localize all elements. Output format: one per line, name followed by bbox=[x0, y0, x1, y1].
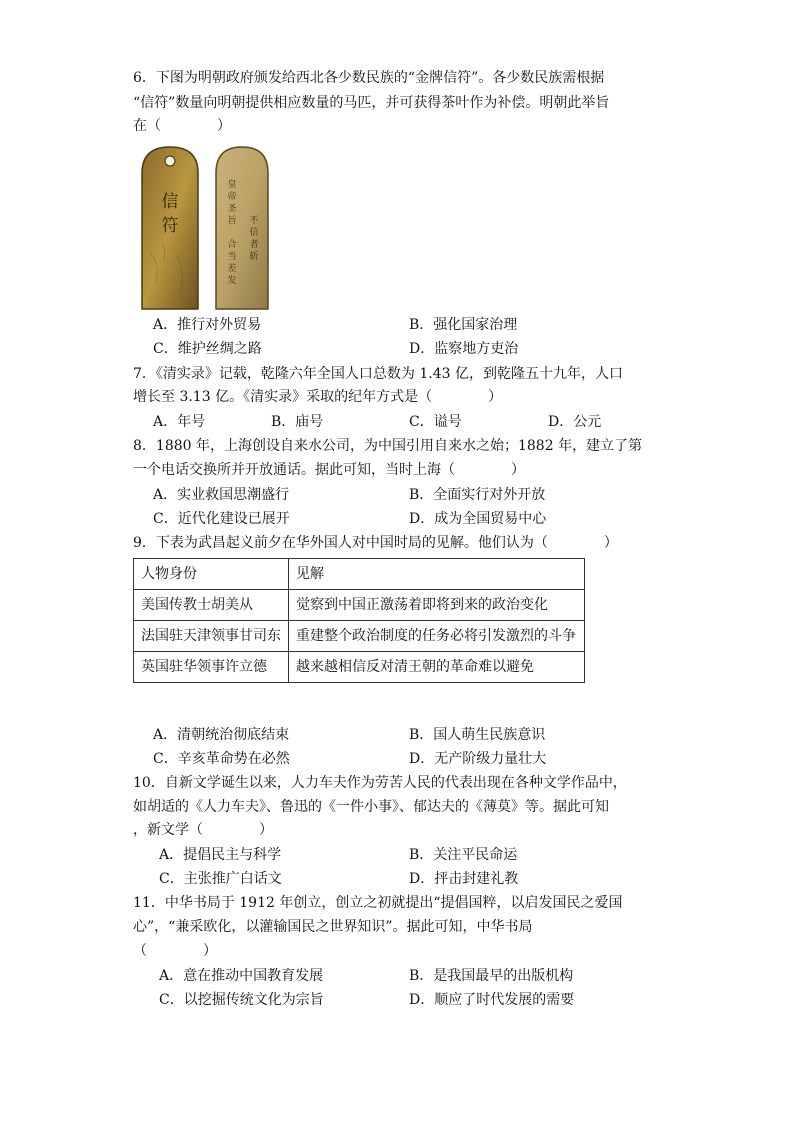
table-header-cell: 人物身份 bbox=[134, 559, 289, 590]
q10-option-b[interactable]: B．关注平民命运 bbox=[409, 847, 518, 863]
q9-option-a[interactable]: A．清朝统治彻底结束 bbox=[153, 727, 290, 743]
golden-tablet-figure bbox=[136, 143, 276, 311]
q6-stem-line-2: “信符”数量向明朝提供相应数量的马匹，并可获得茶叶作为补偿。明朝此举旨 bbox=[133, 95, 610, 111]
q8-option-a[interactable]: A．实业救国思潮盛行 bbox=[153, 487, 290, 503]
svg-text:差: 差 bbox=[227, 264, 237, 274]
svg-text:当: 当 bbox=[227, 252, 237, 262]
svg-text:信: 信 bbox=[249, 228, 259, 238]
table-header-row bbox=[134, 559, 585, 590]
table-cell: 越来越相信反对清王朝的革命难以避免 bbox=[289, 652, 585, 683]
table-cell: 觉察到中国正激荡着即将到来的政治变化 bbox=[289, 590, 585, 621]
table-header-cell: 见解 bbox=[289, 559, 585, 590]
q10-option-d[interactable]: D．抨击封建礼教 bbox=[409, 871, 519, 887]
q6-option-c[interactable]: C．维护丝绸之路 bbox=[153, 341, 262, 357]
q11-stem-line-2: 心”，“兼采欧化，以灌输国民之世界知识”。据此可知，中华书局 bbox=[133, 919, 533, 935]
table-row bbox=[134, 590, 585, 621]
q9-table bbox=[133, 558, 585, 683]
q9-option-c[interactable]: C．辛亥革命势在必然 bbox=[153, 751, 290, 767]
q6-option-b[interactable]: B．强化国家治理 bbox=[409, 317, 518, 333]
q11-option-b[interactable]: B．是我国最早的出版机构 bbox=[409, 968, 574, 984]
plaque-left-char-1: 信 bbox=[161, 192, 179, 212]
q8-option-d[interactable]: D．成为全国贸易中心 bbox=[409, 511, 547, 527]
q7-option-b[interactable]: B．庙号 bbox=[271, 414, 324, 430]
q10-stem-line-3: ，新文学（ ） bbox=[133, 822, 273, 838]
plaque-left-char-2: 符 bbox=[161, 216, 179, 236]
table-row bbox=[134, 652, 585, 683]
table-cell: 英国驻华领事许立德 bbox=[134, 652, 289, 683]
svg-text:者: 者 bbox=[249, 240, 259, 250]
q9-stem-line-1: 9．下表为武昌起义前夕在华外国人对中国时局的见解。他们认为（ ） bbox=[133, 535, 618, 551]
svg-text:发: 发 bbox=[227, 276, 237, 286]
q6-stem-line-3: 在（ ） bbox=[133, 118, 231, 134]
svg-text:斩: 斩 bbox=[249, 252, 259, 262]
tablet-image bbox=[136, 143, 276, 311]
q11-stem-line-3: （ ） bbox=[133, 943, 217, 959]
q11-option-c[interactable]: C．以挖掘传统文化为宗旨 bbox=[159, 992, 324, 1008]
q10-stem-line-1: 10．自新文学诞生以来，人力车夫作为劳苦人民的代表出现在各种文学作品中， bbox=[133, 775, 627, 791]
q10-option-a[interactable]: A．提倡民主与科学 bbox=[159, 847, 282, 863]
q7-stem-line-2: 增长至 3.13 亿。《清实录》采取的纪年方式是（ ） bbox=[133, 389, 503, 405]
q7-option-a[interactable]: A．年号 bbox=[153, 414, 206, 430]
q7-option-c[interactable]: C．谥号 bbox=[409, 414, 462, 430]
q9-option-d[interactable]: D．无产阶级力量壮大 bbox=[409, 751, 547, 767]
q8-stem-line-1: 8．1880 年，上海创设自来水公司，为中国引用自来水之始；1882 年，建立了第 bbox=[133, 438, 643, 454]
table-cell: 重建整个政治制度的任务必将引发激烈的斗争 bbox=[289, 621, 585, 652]
svg-text:圣: 圣 bbox=[227, 204, 237, 214]
q6-option-a[interactable]: A．推行对外贸易 bbox=[153, 317, 262, 333]
q7-stem-line-1: 7．《清实录》记载，乾隆六年全国人口总数为 1.43 亿，到乾隆五十九年，人口 bbox=[133, 366, 623, 382]
table-cell: 法国驻天津领事甘司东 bbox=[134, 621, 289, 652]
svg-text:合: 合 bbox=[227, 240, 237, 250]
svg-text:帝: 帝 bbox=[227, 192, 237, 202]
svg-text:不: 不 bbox=[249, 216, 259, 226]
q9-option-b[interactable]: B．国人萌生民族意识 bbox=[409, 727, 546, 743]
table-row bbox=[134, 621, 585, 652]
q7-option-d[interactable]: D．公元 bbox=[548, 414, 602, 430]
q10-option-c[interactable]: C．主张推广白话文 bbox=[159, 871, 282, 887]
q8-option-b[interactable]: B．全面实行对外开放 bbox=[409, 487, 546, 503]
q8-stem-line-2: 一个电话交换所并开放通话。据此可知，当时上海（ ） bbox=[133, 462, 525, 478]
table-cell: 美国传教士胡美从 bbox=[134, 590, 289, 621]
q10-stem-line-2: 如胡适的《人力车夫》、鲁迅的《一件小事》、郁达夫的《薄莫》等。据此可知 bbox=[133, 799, 609, 815]
q11-option-d[interactable]: D．顺应了时代发展的需要 bbox=[409, 992, 575, 1008]
q6-option-d[interactable]: D．监察地方吏治 bbox=[409, 341, 519, 357]
q6-stem-line-1: 6．下图为明朝政府颁发给西北各少数民族的“金牌信符”。各少数民族需根据 bbox=[133, 70, 605, 86]
svg-text:旨: 旨 bbox=[227, 216, 237, 226]
svg-text:皇: 皇 bbox=[227, 180, 237, 190]
q8-option-c[interactable]: C．近代化建设已展开 bbox=[153, 511, 290, 527]
q11-stem-line-1: 11．中华书局于 1912 年创立，创立之初就提出“提倡国粹，以启发国民之爱国 bbox=[133, 895, 623, 911]
q11-option-a[interactable]: A．意在推动中国教育发展 bbox=[159, 968, 324, 984]
